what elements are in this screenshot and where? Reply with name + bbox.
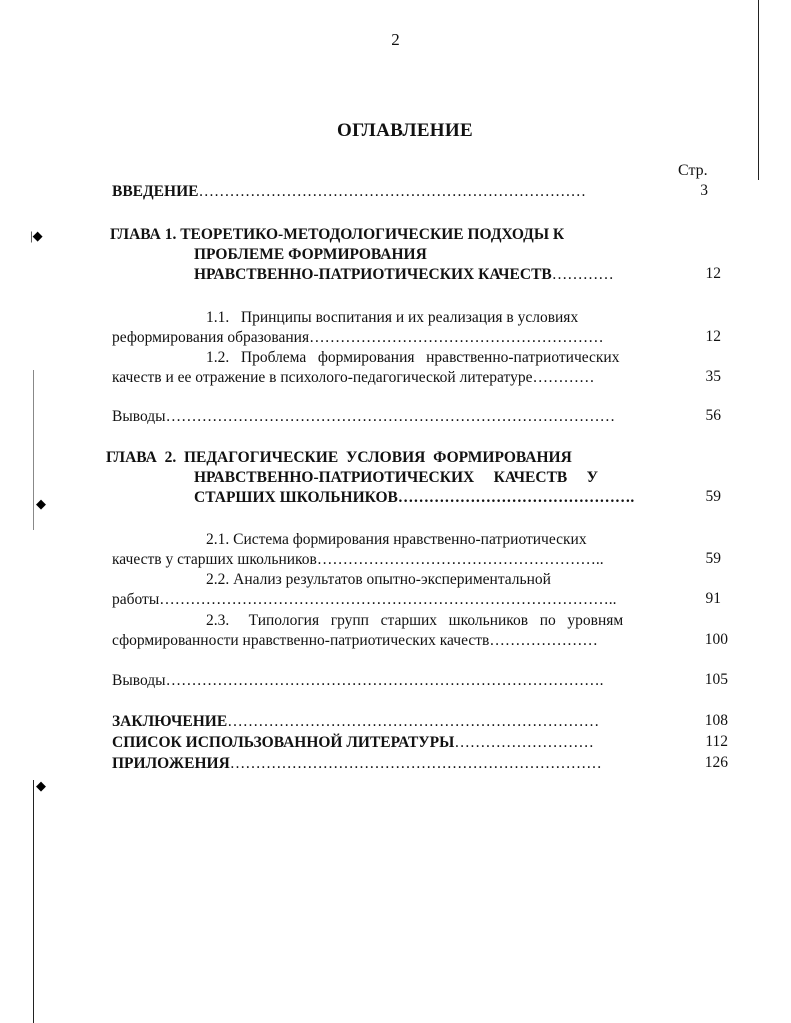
toc-page-number: 59	[705, 550, 721, 567]
binder-hole-mark: ◆	[36, 496, 46, 511]
toc-page-number: 100	[704, 631, 728, 648]
leader-dots: …………………………………………………………………	[198, 183, 586, 200]
leader-dots: ……………………………………………………………………………	[165, 408, 616, 425]
leader-dots: ………………………………………………………………………….	[165, 672, 604, 689]
toc-page-number: 126	[704, 754, 728, 771]
toc-page-number: 12	[705, 328, 721, 345]
binder-hole-mark: |◆	[30, 228, 43, 243]
toc-chapter-heading: НРАВСТВЕННО-ПАТРИОТИЧЕСКИХ КАЧЕСТВ…………	[194, 266, 614, 283]
toc-chapter-heading: ПРОБЛЕМЕ ФОРМИРОВАНИЯ	[194, 246, 427, 263]
leader-dots: …………	[532, 369, 595, 386]
toc-page-number: 12	[705, 265, 721, 282]
page-column-header: Стр.	[678, 162, 708, 179]
toc-section-entry: 1.2. Проблема формирования нравственно-патриотических	[206, 349, 620, 366]
toc-section-entry: 2.3. Типология групп старших школьников по уровням	[206, 612, 624, 629]
leader-dots: ………………………………………………..	[316, 551, 604, 568]
toc-page-number: 108	[704, 712, 728, 729]
leader-dots: ………………………	[454, 734, 594, 751]
scan-edge-left-lower	[33, 780, 34, 1023]
toc-page-number: 91	[705, 590, 721, 607]
page-title: ОГЛАВЛЕНИЕ	[337, 120, 473, 141]
toc-section-entry: 2.2. Анализ результатов опытно-экспериментальной	[206, 571, 551, 588]
toc-page-number: 35	[705, 368, 721, 385]
toc-chapter-heading: НРАВСТВЕННО-ПАТРИОТИЧЕСКИХ КАЧЕСТВ У	[194, 469, 598, 486]
toc-entry-intro: ВВЕДЕНИЕ…………………………………………………………………	[112, 183, 586, 200]
leader-dots: ……………………………………………………………………………..	[159, 591, 617, 608]
toc-section-entry: качеств и ее отражение в психолого-педагогической литературе…………	[112, 369, 595, 386]
toc-section-entry: 2.1. Система формирования нравственно-патриотических	[206, 531, 587, 548]
toc-section-entry: работы……………………………………………………………………………..	[112, 591, 617, 608]
toc-entry-conclusions: Выводы………………………………………………………………………….	[112, 672, 604, 689]
toc-page-number: 112	[705, 733, 728, 750]
leader-dots: ………………………………………………………………	[229, 755, 602, 772]
toc-entry-appendix: ПРИЛОЖЕНИЯ………………………………………………………………	[112, 755, 602, 772]
toc-chapter-heading: ГЛАВА 1. ТЕОРЕТИКО-МЕТОДОЛОГИЧЕСКИЕ ПОДХОДЫ К	[110, 226, 565, 243]
toc-section-entry: реформирования образования…………………………………………………	[112, 329, 604, 346]
toc-section-entry: 1.1. Принципы воспитания и их реализация в условиях	[206, 309, 579, 326]
toc-chapter-heading: СТАРШИХ ШКОЛЬНИКОВ……………………………………….	[194, 489, 635, 506]
toc-chapter-heading: ГЛАВА 2. ПЕДАГОГИЧЕСКИЕ УСЛОВИЯ ФОРМИРОВАНИЯ	[106, 449, 572, 466]
leader-dots: …………………	[489, 632, 598, 649]
toc-section-entry: качеств у старших школьников………………………………………………..	[112, 551, 604, 568]
scan-edge-right	[758, 0, 759, 180]
toc-entry-conclusion: ЗАКЛЮЧЕНИЕ………………………………………………………………	[112, 713, 600, 730]
toc-entry-literature: СПИСОК ИСПОЛЬЗОВАННОЙ ЛИТЕРАТУРЫ………………………	[112, 734, 594, 751]
toc-page-number: 105	[704, 671, 728, 688]
leader-dots: …………………………………………………	[309, 329, 604, 346]
leader-dots: ……………………………………….	[397, 489, 635, 506]
toc-page-number: 3	[700, 182, 708, 199]
scan-edge-left	[33, 370, 34, 530]
leader-dots: ………………………………………………………………	[227, 713, 600, 730]
binder-hole-mark: ◆	[36, 778, 46, 793]
toc-entry-conclusions: Выводы……………………………………………………………………………	[112, 408, 616, 425]
toc-page-number: 59	[705, 488, 721, 505]
leader-dots: …………	[551, 266, 614, 283]
toc-page-number: 56	[705, 407, 721, 424]
page-number: 2	[391, 30, 400, 49]
toc-section-entry: сформированности нравственно-патриотических качеств…………………	[112, 632, 598, 649]
